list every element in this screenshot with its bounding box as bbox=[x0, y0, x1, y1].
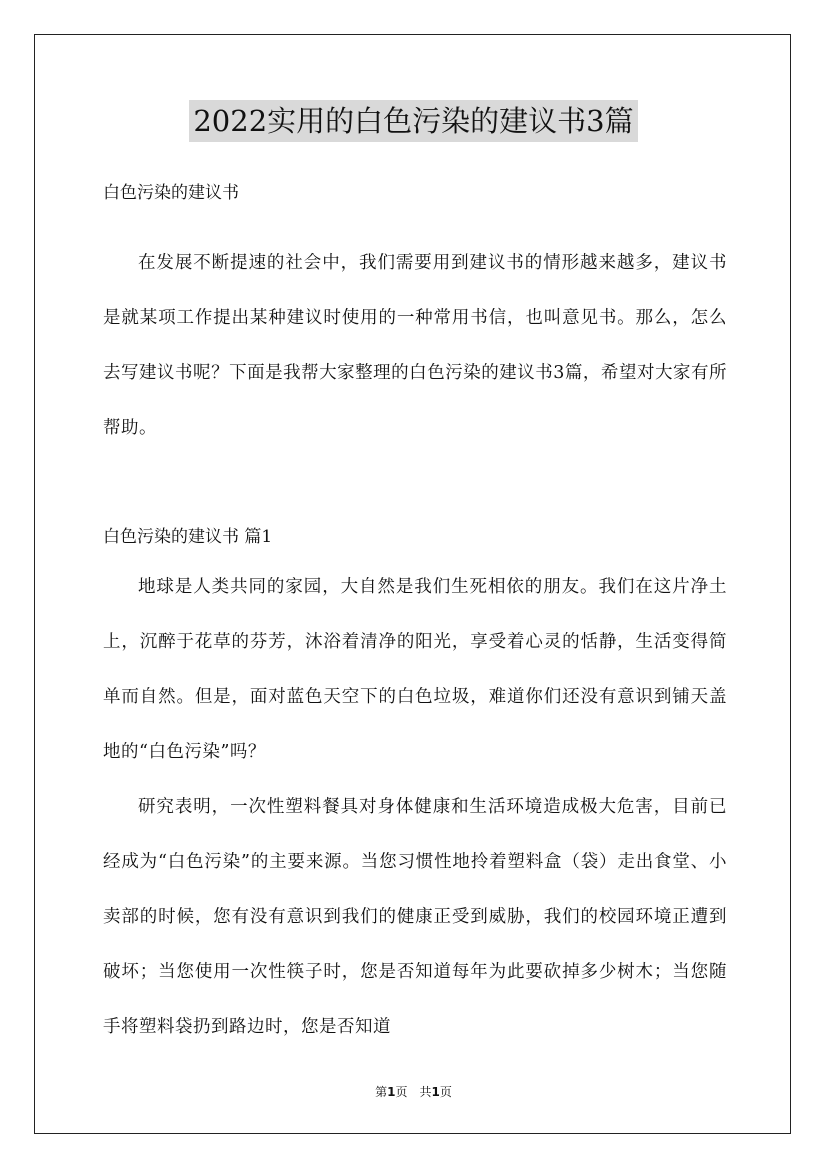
document-title: 2022实用的白色污染的建议书3篇 bbox=[189, 100, 637, 142]
title-container bbox=[0, 100, 827, 142]
footer-suffix: 页 bbox=[439, 1085, 452, 1099]
footer-page-current: 1 bbox=[387, 1085, 396, 1099]
intro-paragraph: 在发展不断提速的社会中，我们需要用到建议书的情形越来越多，建议书是就某项工作提出某种建议时使用的一种常用书信，也叫意见书。那么，怎么去写建议书呢？下面是我帮大家整理的白色污染的建议书3篇，希望对大家有所帮助。 bbox=[103, 253, 727, 438]
intro-heading: 白色污染的建议书 bbox=[103, 183, 239, 203]
spacer bbox=[103, 456, 727, 514]
spacer bbox=[103, 216, 727, 236]
page-footer bbox=[0, 1082, 827, 1102]
footer-page-total: 1 bbox=[431, 1085, 440, 1099]
section1-paragraph-1: 地球是人类共同的家园，大自然是我们生死相依的朋友。我们在这片净土上，沉醉于花草的芬芳，沐浴着清净的阳光，享受着心灵的恬静，生活变得简单而自然。但是，面对蓝色天空下的白色垃圾，难道你们还没有意识到铺天盖地的“白色污染”吗？ bbox=[103, 577, 727, 762]
footer-mid: 页 共 bbox=[395, 1085, 432, 1099]
document-body bbox=[103, 170, 727, 1055]
section1-paragraph-2: 研究表明，一次性塑料餐具对身体健康和生活环境造成极大危害，目前已经成为“白色污染”的主要来源。当您习惯性地拎着塑料盒（袋）走出食堂、小卖部的时候，您有没有意识到我们的健康正受到威胁，我们的校园环境正遭到破坏；当您使用一次性筷子时，您是否知道每年为此要砍掉多少树木；当您随手将塑料袋扔到路边时，您是否知道 bbox=[103, 797, 727, 1037]
section1-heading: 白色污染的建议书 篇1 bbox=[103, 527, 273, 547]
footer-prefix: 第 bbox=[375, 1085, 388, 1099]
